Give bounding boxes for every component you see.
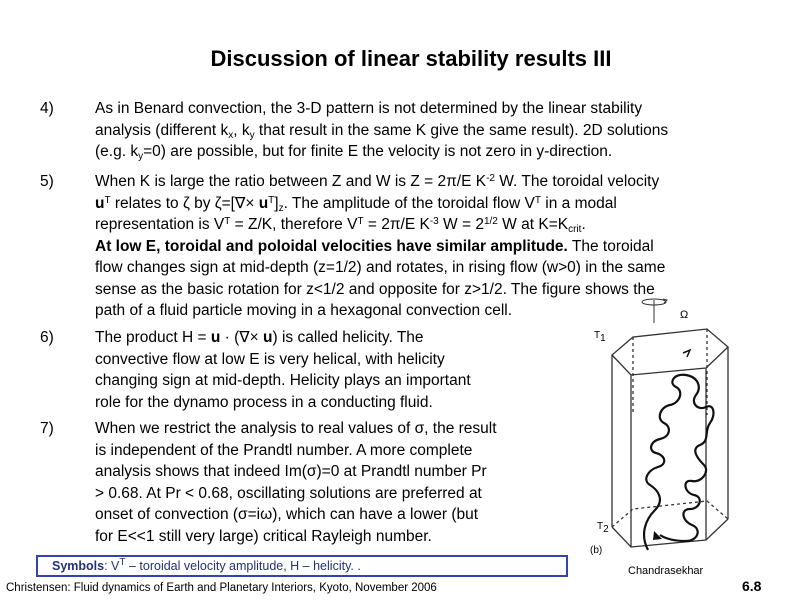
item-line bbox=[95, 418, 497, 440]
subscript: y bbox=[249, 129, 255, 141]
subscript: x bbox=[228, 129, 234, 141]
text-run: u bbox=[95, 194, 105, 212]
superscript: -3 bbox=[429, 216, 439, 227]
page-number: 6.8 bbox=[742, 578, 762, 594]
symbols-rest: – toroidal velocity amplitude, H – helicity. . bbox=[125, 559, 361, 573]
text-run: for E<<1 still very large) critical Rayleigh number. bbox=[95, 527, 432, 545]
text-run: changing sign at mid-depth. Helicity plays an important bbox=[95, 372, 471, 389]
text-run: onset of convection (σ=iω), which can have a lower (but bbox=[95, 506, 479, 523]
superscript: -2 bbox=[486, 173, 495, 184]
footer-citation: Christensen: Fluid dynamics of Earth and Planetary Interiors, Kyoto, November 2006 bbox=[6, 582, 437, 594]
text-run: The toroidal bbox=[567, 237, 654, 255]
symbols-label: Symbols bbox=[52, 559, 105, 573]
text-run: When we restrict the analysis to real values of σ, the result bbox=[95, 420, 497, 437]
item-line bbox=[95, 440, 497, 462]
item-line bbox=[95, 461, 497, 483]
text-run: > 0.68. At Pr < 0.68, oscillating solutions are preferred at bbox=[95, 484, 482, 502]
subscript: z bbox=[278, 202, 284, 214]
superscript: T bbox=[224, 216, 231, 227]
text-run: in a modal bbox=[541, 194, 617, 212]
item-text bbox=[95, 327, 471, 413]
figure-caption: Chandrasekhar bbox=[628, 565, 704, 577]
symbols-box bbox=[36, 555, 568, 577]
item-number: 6) bbox=[40, 329, 54, 346]
subscript: crit bbox=[568, 224, 582, 235]
text-run: u bbox=[210, 329, 221, 346]
item-line bbox=[95, 504, 497, 526]
text-run: sense as the basic rotation for z<1/2 and opposite for z>1/2. The figure shows the bbox=[95, 280, 655, 298]
text-run: W at K=K bbox=[497, 216, 569, 233]
text-run: . The amplitude of the toroidal flow V bbox=[283, 194, 535, 212]
text-run: = 2π/E K bbox=[363, 216, 430, 233]
omega-label: Ω bbox=[680, 309, 689, 321]
item-line bbox=[95, 483, 497, 505]
panel-label: (b) bbox=[590, 545, 603, 556]
item-line bbox=[95, 120, 668, 142]
text-run: =0) are possible, but for finite E the velocity is not zero in y-direction. bbox=[143, 143, 613, 160]
text-run: The product H = bbox=[95, 329, 211, 346]
hexagonal-prism bbox=[612, 329, 728, 547]
symbols-text: : V bbox=[104, 559, 120, 573]
text-run: u bbox=[263, 329, 273, 346]
text-run: u bbox=[258, 194, 269, 212]
text-run: , k bbox=[233, 121, 250, 139]
symbols-sup: T bbox=[119, 557, 126, 568]
text-run: (e.g. k bbox=[95, 143, 139, 160]
text-run: . bbox=[581, 216, 586, 233]
text-run: is independent of the Prandtl number. A more complete bbox=[95, 441, 473, 459]
text-run: that result in the same K give the same result). 2D solutions bbox=[254, 121, 669, 139]
superscript: T bbox=[104, 194, 111, 206]
text-run: W. The toroidal velocity bbox=[494, 173, 660, 190]
item-line bbox=[95, 392, 471, 414]
text-run: = Z/K, therefore V bbox=[230, 216, 358, 233]
text-run: relates to ζ by ζ=[∇× bbox=[110, 194, 259, 212]
text-run: analysis shows that indeed Im(σ)=0 at Prandtl number Pr bbox=[95, 463, 487, 480]
text-run: convective flow at low E is very helical, with helicity bbox=[95, 350, 445, 368]
slide-title: Discussion of linear stability results III bbox=[210, 46, 612, 71]
item-line bbox=[95, 349, 471, 371]
item-text bbox=[95, 418, 497, 547]
item-text bbox=[95, 98, 668, 163]
text-run: path of a fluid particle moving in a hexagonal convection cell. bbox=[95, 302, 513, 319]
item-line bbox=[95, 141, 668, 163]
text-run: ) is called helicity. The bbox=[272, 329, 424, 346]
item-number: 4) bbox=[40, 100, 54, 117]
text-run: flow changes sign at mid-depth (z=1/2) and rotates, in rising flow (w>0) in the same bbox=[95, 259, 666, 276]
item-line bbox=[95, 193, 665, 215]
item-line bbox=[95, 98, 668, 120]
t2-label: $T_2$ bbox=[597, 521, 609, 535]
item-number: 7) bbox=[40, 420, 54, 437]
item-line bbox=[95, 214, 665, 236]
t1-label: $T_1$ bbox=[594, 330, 606, 344]
text-run: · (∇× bbox=[220, 329, 264, 346]
subscript: y bbox=[138, 151, 144, 162]
text-run: role for the dynamo process in a conducting fluid. bbox=[95, 393, 433, 411]
item-line bbox=[95, 327, 471, 349]
item-line bbox=[95, 370, 471, 392]
text-run: At low E, toroidal and poloidal velocities have similar amplitude. bbox=[95, 237, 568, 255]
item-line bbox=[95, 526, 497, 548]
particle-path bbox=[644, 375, 713, 550]
item-line bbox=[95, 236, 665, 258]
rotation-arrow-icon bbox=[642, 299, 667, 323]
item-line bbox=[95, 257, 665, 279]
item-line bbox=[95, 171, 665, 193]
superscript: T bbox=[357, 216, 364, 227]
text-run: representation is V bbox=[95, 216, 225, 233]
text-run: When K is large the ratio between Z and W is Z = 2π/E K bbox=[95, 173, 487, 190]
superscript: T bbox=[268, 194, 275, 206]
item-number: 5) bbox=[40, 173, 54, 190]
superscript: T bbox=[534, 194, 541, 206]
superscript: 1/2 bbox=[483, 216, 498, 227]
text-run: W = 2 bbox=[438, 216, 484, 233]
text-run: As in Benard convection, the 3-D pattern is not determined by the linear stability bbox=[95, 100, 643, 117]
text-run: analysis (different k bbox=[95, 121, 229, 139]
text-run: ] bbox=[274, 194, 279, 212]
